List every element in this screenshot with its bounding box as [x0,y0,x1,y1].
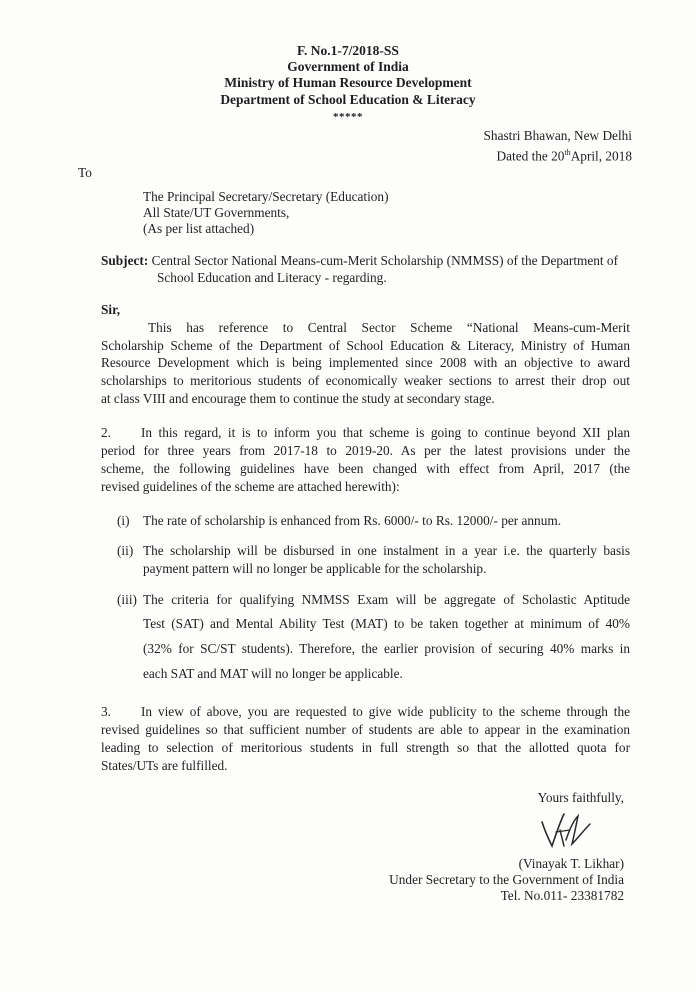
subject-line: Subject: Central Sector National Means-cum-Merit Scholarship (NMMSS) of the Department of [101,253,619,268]
item-iii-text: (32% for SC/ST students). Therefore, the earlier provision of securing 40% marks in [143,641,630,656]
handwritten-signature [536,808,596,852]
para2-line: scheme, the following guidelines have been changed with effect from April, 2017 (the [101,461,630,476]
para1-line: scholarships to meritorious students of economically weaker sections to arrest their drop out [101,373,630,388]
para1-line: at class VIII and encourage them to continue the study at secondary stage. [101,391,495,406]
para3-line: leading to selection of meritorious students in full strength so that the allotted quota for [101,740,630,755]
file-number: F. No.1-7/2018-SS [297,43,399,58]
para2-line: In this regard, it is to inform you that scheme is going to continue beyond XII plan [141,425,630,440]
government-line: Government of India [287,59,409,74]
signatory-tel: Tel. No.011- 23381782 [500,888,624,903]
signatory-name: (Vinayak T. Likhar) [518,856,624,871]
para2-line: revised guidelines of the scheme are attached herewith): [101,479,400,494]
para3-line: States/UTs are fulfilled. [101,758,228,773]
para1-line: Scholarship Scheme of the Department of School Education & Literacy, Ministry of Human [101,338,630,353]
department-line: Department of School Education & Literacy [220,92,476,107]
item-ii-number: (ii) [117,543,134,558]
salutation: Sir, [101,302,121,317]
date: Dated the 20thApril, 2018 [496,148,632,164]
para3-line: In view of above, you are requested to give wide publicity to the scheme through the [141,704,630,719]
item-iii-text: The criteria for qualifying NMMSS Exam will be aggregate of Scholastic Aptitude [143,592,630,607]
item-iii-text: Test (SAT) and Mental Ability Test (MAT) to be taken together at minimum of 40% [143,616,630,631]
item-ii-text: payment pattern will no longer be applicable for the scholarship. [143,561,487,576]
para1-line: This has reference to Central Sector Scheme “National Means-cum-Merit [148,320,630,335]
item-i-text: The rate of scholarship is enhanced from Rs. 6000/- to Rs. 12000/- per annum. [143,513,562,528]
para1-line: Resource Development which is being implemented since 2008 with an objective to award [101,355,630,370]
addressee-line: The Principal Secretary/Secretary (Education) [143,189,389,204]
place: Shastri Bhawan, New Delhi [483,128,632,143]
addressee-line: (As per list attached) [143,221,255,236]
closing: Yours faithfully, [537,790,624,805]
para2-number: 2. [101,425,111,440]
header-stars: ***** [333,111,363,123]
para2-line: period for three years from 2017-18 to 2019-20. As per the latest provisions under the [101,443,630,458]
addressee-line: All State/UT Governments, [143,205,290,220]
para3-line: revised guidelines so that sufficient number of students are able to appear in the examination [101,722,630,737]
para3-number: 3. [101,704,111,719]
ministry-line: Ministry of Human Resource Development [224,75,472,90]
signatory-designation: Under Secretary to the Government of India [389,872,624,887]
item-ii-text: The scholarship will be disbursed in one instalment in a year i.e. the quarterly basis [143,543,630,558]
subject-line-2: School Education and Literacy - regarding. [157,270,387,285]
to-label: To [78,165,92,180]
item-iii-number: (iii) [117,592,137,607]
item-iii-text: each SAT and MAT will no longer be applicable. [143,666,403,681]
item-i-number: (i) [117,513,130,528]
